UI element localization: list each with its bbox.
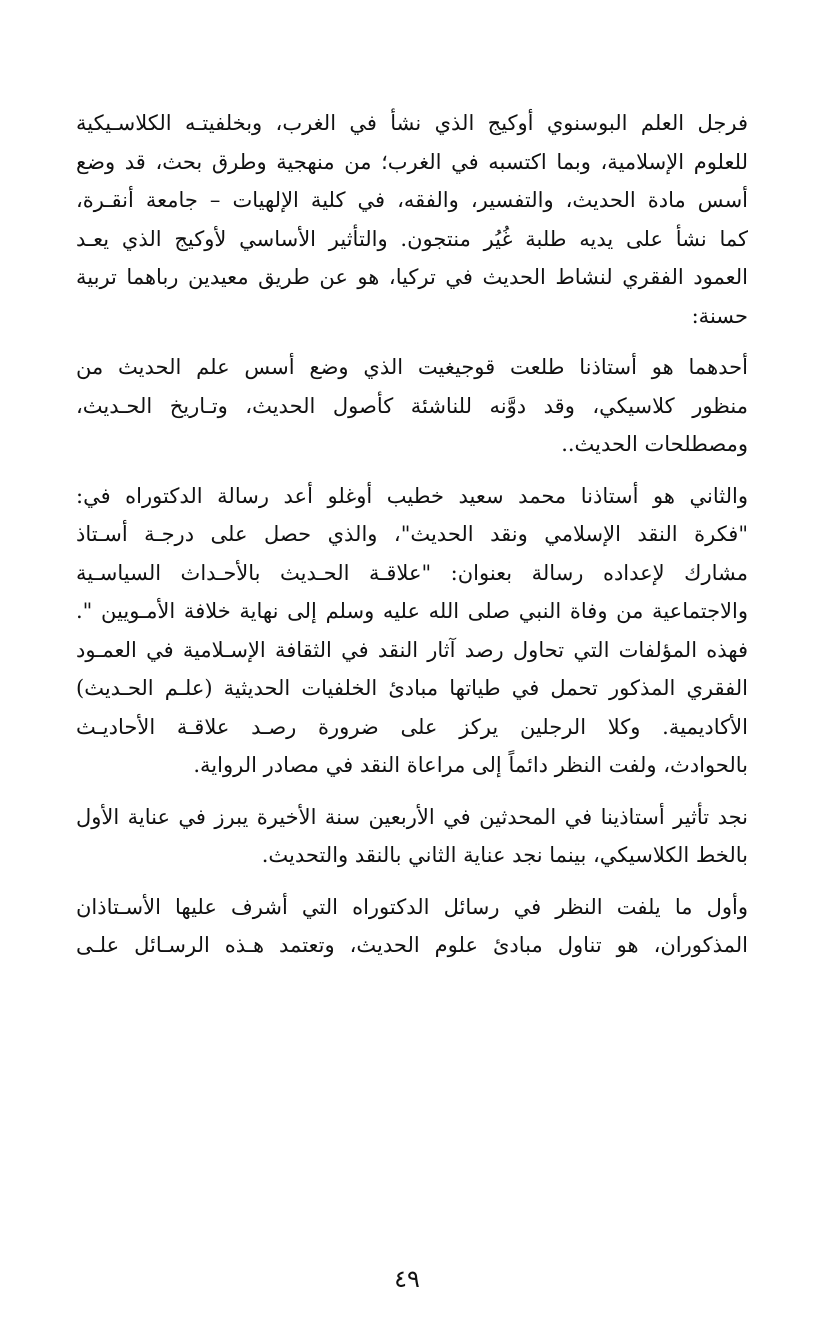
text-line: حسنة: (691, 303, 748, 328)
text-line: مشارك لإعداده رسالة بعنوان: "علاقـة الحـديث بالأحـداث السياسـية (76, 560, 748, 585)
paragraph-5 (76, 888, 748, 965)
text-line: بالخط الكلاسيكي، بينما نجد عناية الثاني بالنقد والتحديث. (261, 843, 748, 867)
paragraph-1 (76, 104, 748, 335)
text-line: للعلوم الإسلامية، وبما اكتسبه في الغرب؛ من منهجية وطرق بحث، قد وضع (76, 149, 748, 174)
text-line: فرجل العلم البوسنوي أوكيج الذي نشأ في الغرب، وبخلفيتـه الكلاسـيكية (76, 111, 748, 135)
paragraph-4 (76, 798, 748, 875)
text-line: ومصطلحات الحديث.. (561, 432, 748, 456)
body-text (76, 104, 748, 965)
paragraph-2 (76, 348, 748, 464)
text-line: وأول ما يلفت النظر في رسائل الدكتوراه التي أشرف عليها الأسـتاذان (76, 894, 748, 919)
text-line: العمود الفقري لنشاط الحديث في تركيا، هو عن طريق معيدين رباهما تربية (76, 265, 748, 289)
text-line: كما نشأ على يديه طلبة غُيُر منتجون. والتأثير الأساسي لأوكيج الذي يعـد (76, 226, 748, 251)
text-line: منظور كلاسيكي، وقد دوَّنه للناشئة كأصول الحديث، وتـاريخ الحـديث، (76, 393, 748, 418)
text-line: "فكرة النقد الإسلامي ونقد الحديث"، والذي حصل على درجـة أسـتاذ (76, 522, 748, 546)
page-number: ٤٩ (394, 1265, 420, 1293)
text-line: والاجتماعية من وفاة النبي صلى الله عليه وسلم إلى نهاية خلافة الأمـويين ". (76, 599, 748, 623)
paragraph-3 (76, 477, 748, 785)
text-line: المذكوران، هو تناول مبادئ علوم الحديث، وتعتمد هـذه الرسـائل علـى (76, 933, 748, 957)
text-line: فهذه المؤلفات التي تحاول رصد آثار النقد في الثقافة الإسـلامية في العمـود (76, 637, 748, 662)
text-line: أحدهما هو أستاذنا طلعت قوجيغيت الذي وضع أسس علم الحديث من (76, 355, 748, 379)
text-line: والثاني هو أستاذنا محمد سعيد خطيب أوغلو أعد رسالة الدكتوراه في: (76, 483, 748, 508)
text-line: الفقري المذكور تحمل في طياتها مبادئ الخلفيات الحديثية (علـم الحـديث) (76, 676, 748, 700)
text-line: الأكاديمية. وكلا الرجلين يركز على ضرورة رصـد علاقـة الأحاديـث (76, 714, 748, 739)
text-line: بالحوادث، ولفت النظر دائماً إلى مراعاة النقد في مصادر الرواية. (193, 753, 748, 777)
text-line: أسس مادة الحديث، والتفسير، والفقه، في كلية الإلهيات – جامعة أنقـرة، (76, 188, 748, 212)
text-line: نجد تأثير أستاذينا في المحدثين في الأربعين سنة الأخيرة يبرز في عناية الأول (76, 804, 748, 829)
